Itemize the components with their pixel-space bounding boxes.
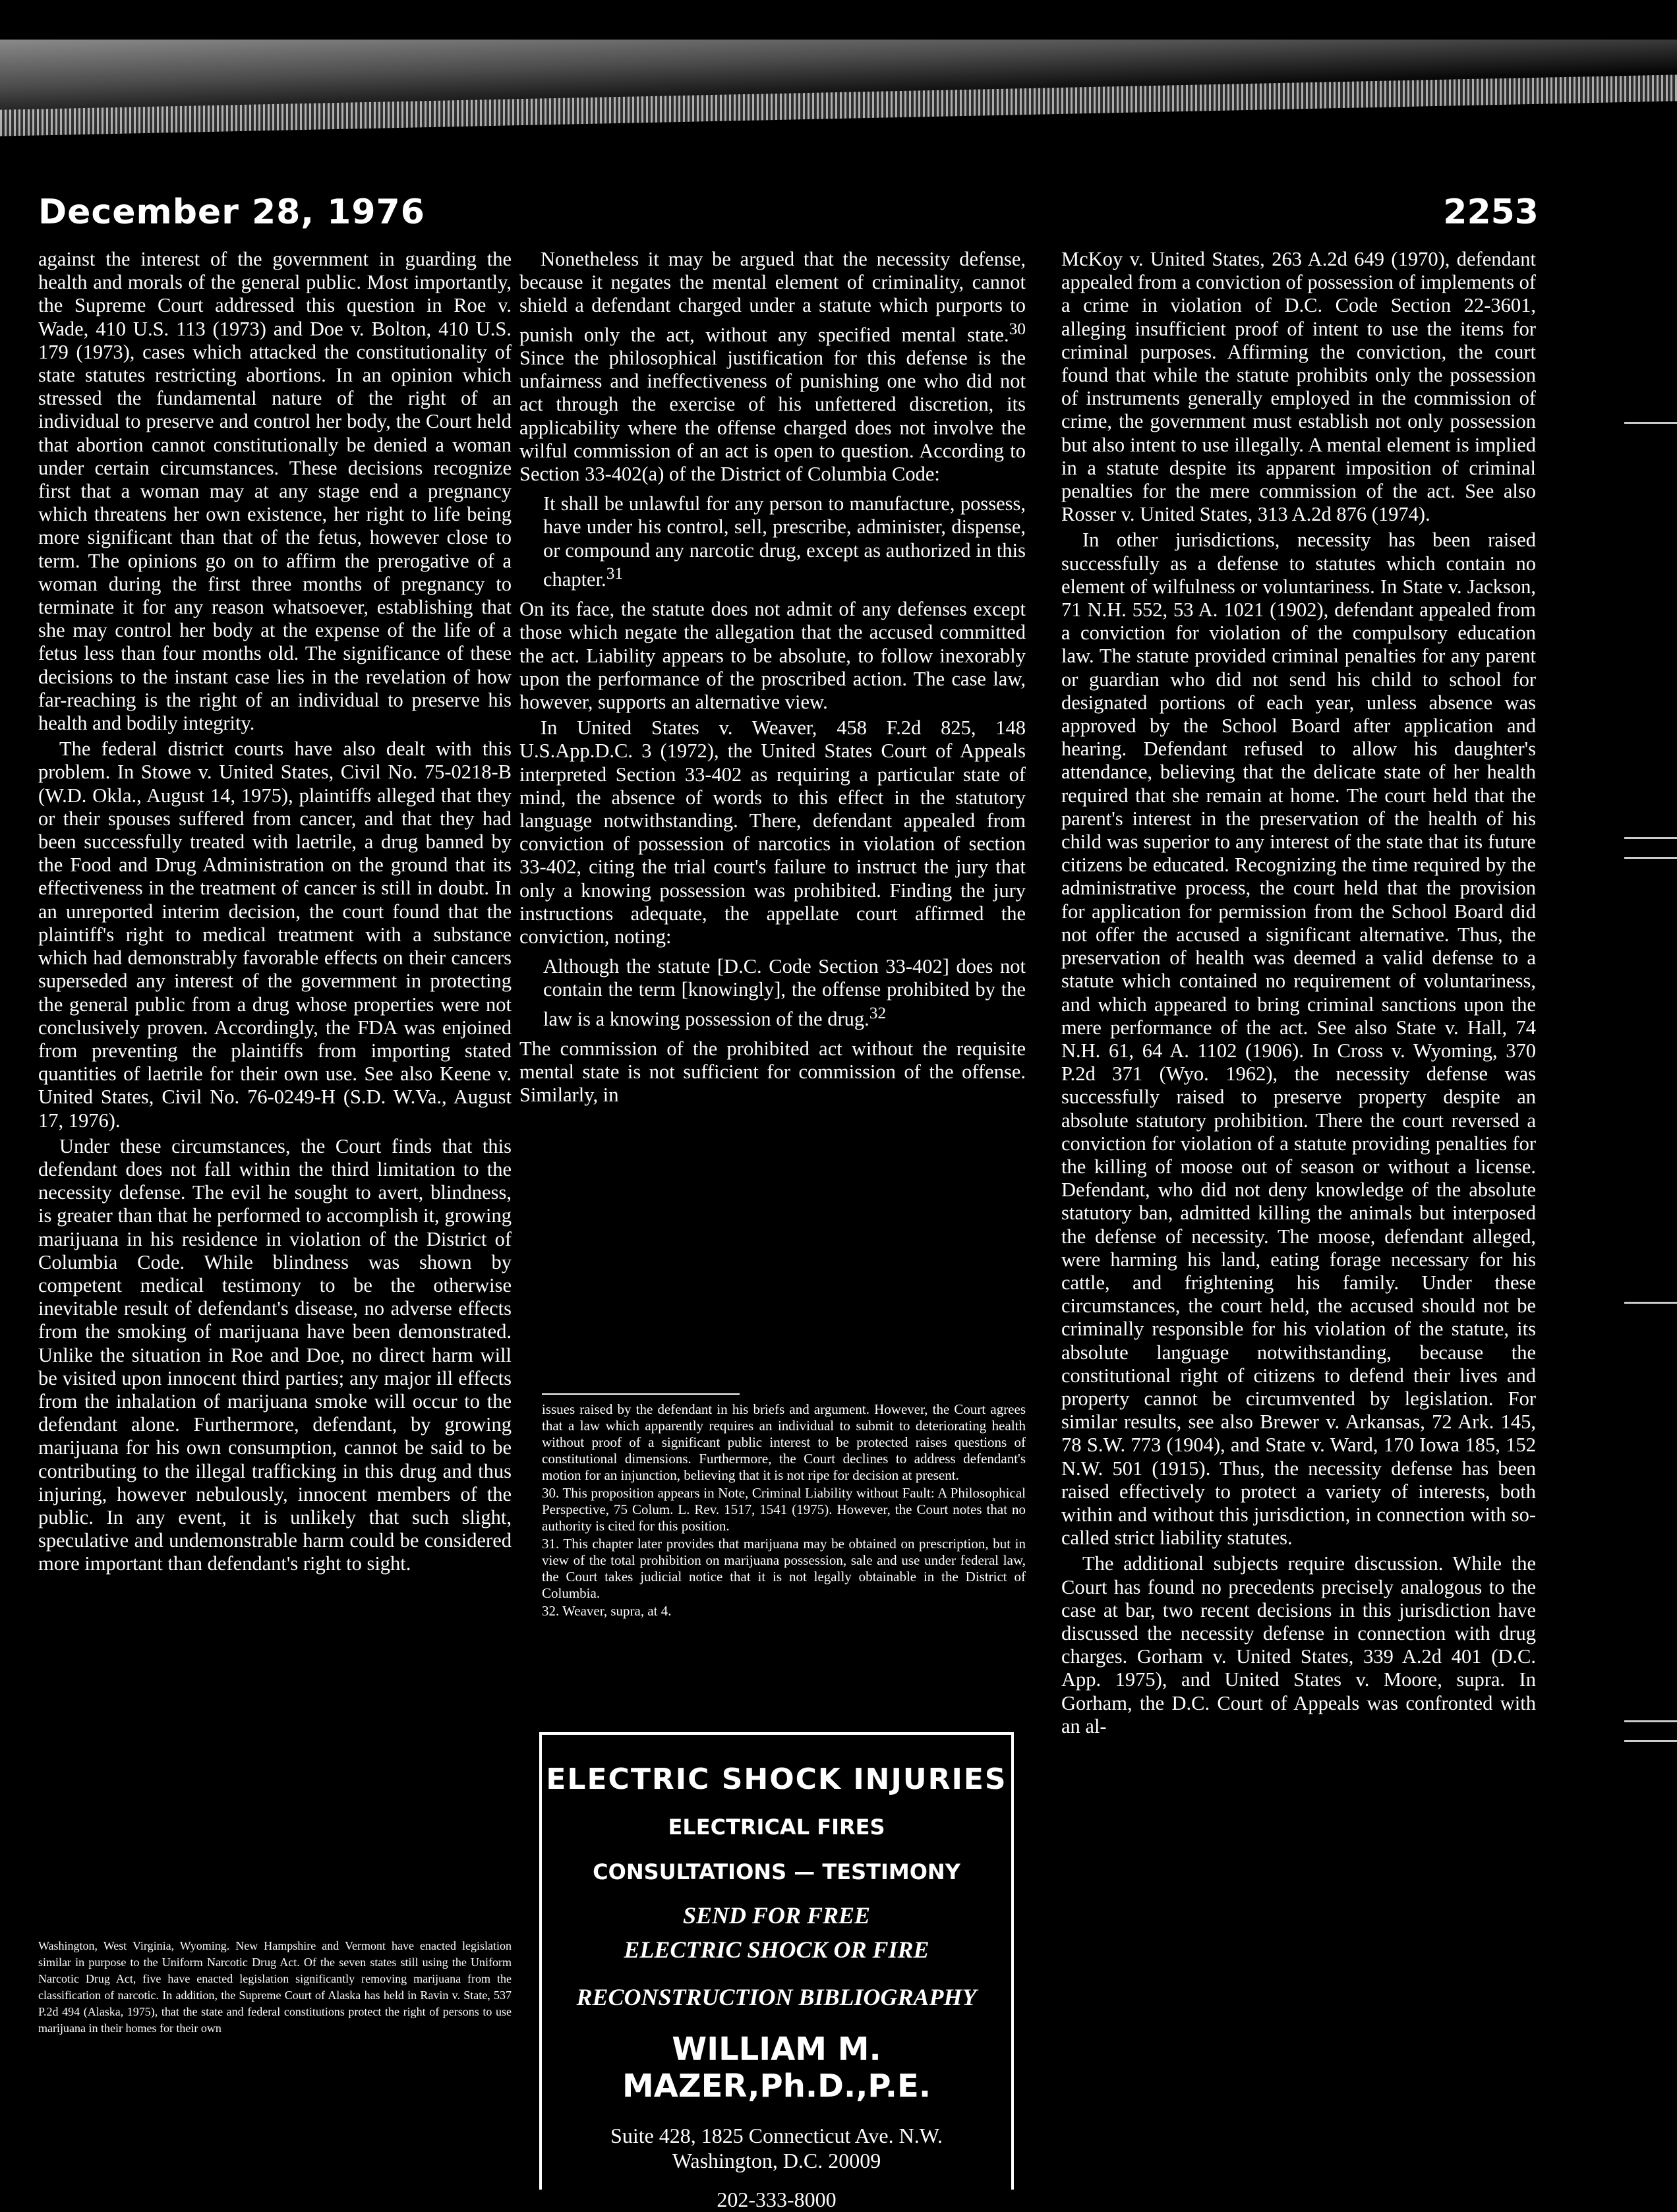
weaver-quote-text: Although the statute [D.C. Code Section 33-402] does not contain the term [knowingly], the offense prohibited by the law is a knowing possession of the drug. (543, 955, 1026, 1030)
col2-paragraph-4: The commission of the prohibited act without the requisite mental state is not sufficient for commission of the offense. Similarly, in (519, 1037, 1026, 1107)
ad-headline: ELECTRIC SHOCK INJURIES (546, 1762, 1007, 1796)
ad-address-2: Washington, D.C. 20009 (672, 2149, 881, 2172)
statute-quote (543, 492, 1026, 591)
statute-quote-text: It shall be unlawful for any person to manufacture, possess, have under his control, sell, prescribe, administer, dispense, or compound any narcotic drug, except as authorized in this chapter. (543, 492, 1026, 591)
col1-paragraph-3: Under these circumstances, the Court finds that this defendant does not fall within the third limitation to the necessity defense. The evil he sought to avert, blindness, is greater than that he performed to accomplish it, growing marijuana in his residence in violation of the District of Columbia Code. While blindness was shown by competent medical testimony to be the otherwise inevitable result of defendant's disease, no adverse effects from the smoking of marijuana have been demonstrated. Unlike the situation in Roe and Doe, no direct harm will be visited upon innocent third parties; any major ill effects from the inhalation of marijuana smoke will occur to the defendant alone. Furthermore, defendant, by growing marijuana for his own consumption, cannot be said to be contributing to the illegal trafficking in this drug and thus injuring, however nebulously, innocent members of the public. In any event, it is unlikely that such slight, speculative and undemonstrable harm could be considered more important than defendant's right to sight. (38, 1134, 512, 1575)
ad-phone: 202-333-8000 (717, 2188, 837, 2211)
footnote-ref-30: 30 (1009, 319, 1026, 338)
weaver-quote (543, 955, 1026, 1031)
col3-paragraph-1: McKoy v. United States, 263 A.2d 649 (1970), defendant appealed from a conviction of possession of implements of a crime in violation of D.C. Code Section 22-3601, alleging insufficient proof of intent to use the items for criminal purposes. Affirming the conviction, the court found that while the statute prohibits only the possession of instruments generally employed in the commission of crime, the government must establish not only possession but also intent to use illegally. A mental element is implied in a statute despite its apparent imposition of criminal penalties for the mere commission of the act. See also Rosser v. United States, 313 A.2d 876 (1974). (1061, 248, 1536, 526)
ad-offer-3: RECONSTRUCTION BIBLIOGRAPHY (576, 1984, 977, 2010)
scan-artifact-band (0, 40, 1677, 138)
header-date: December 28, 1976 (38, 192, 425, 232)
col2-footnotes (542, 1384, 1026, 1720)
scan-edge-mark (1624, 1302, 1677, 1304)
ad-subhead: ELECTRICAL FIRES (668, 1815, 885, 1840)
col2-paragraph-2: On its face, the statute does not admit of any defenses except those which negate the allegation that the accused committed the act. Liability appears to be absolute, to follow inexorably upon the performance of the proscribed action. The case law, however, supports an alternative view. (519, 598, 1026, 713)
col2-paragraph-1-text: Nonetheless it may be argued that the necessity defense, because it negates the mental element of criminality, cannot shield a defendant charged under a statute which purports to punish only the act, without any specified mental state. (519, 248, 1026, 346)
footnote-ref-32: 32 (869, 1003, 887, 1022)
scan-edge-mark (1624, 837, 1677, 839)
footnote-rule (542, 1393, 740, 1395)
scan-edge-mark (1624, 422, 1677, 424)
footnote-continued: issues raised by the defendant in his briefs and argument. However, the Court agrees that a law which apparently requires an individual to submit to deteriorating health without proof of a significant public interest to be protected raises questions of constitutional dimensions. Furthermore, the Court declines to address defendant's motion for an injunction, believing that it is not ripe for decision at present. (542, 1401, 1026, 1483)
header-page-number: 2253 (1443, 192, 1539, 232)
ad-offer-1: SEND FOR FREE (682, 1902, 871, 1929)
ad-address-1: Suite 428, 1825 Connecticut Ave. N.W. (610, 2124, 943, 2147)
col1-footnote (38, 1938, 512, 2155)
col3-paragraph-2: In other jurisdictions, necessity has been raised successfully as a defense to statutes which contain no element of wilfulness or voluntariness. In State v. Jackson, 71 N.H. 552, 53 A. 1021 (1902), defendant appealed from a conviction for violation of the compulsory education law. The statute provided criminal penalties for any parent or guardian who did not send his child to school for designated portions of each year, unless absence was approved by the School Board after application and hearing. Defendant refused to allow his daughter's attendance, believing that the delicate state of her health required that she remain at home. The court held that the parent's interest in the preservation of the health of his child was superior to any interest of the state that its future citizens be educated. Recognizing the time required by the administrative process, the court held that the provision for application for permission from the School Board did not offer the accused a significant alternative. Thus, the preservation of health was deemed a valid defense to a statute which contained no requirement of voluntariness, and which appeared to bring criminal sanctions upon the mere performance of the act. See also State v. Hall, 74 N.H. 61, 64 A. 1102 (1906). In Cross v. Wyoming, 370 P.2d 371 (Wyo. 1962), the necessity defense was successfully raised to preserve property despite an absolute statutory prohibition. There the court reversed a conviction for violation of a statute providing penalties for the killing of moose out of season or without a license. Defendant, who did not deny knowledge of the absolute statutory ban, admitted killing the animals but interposed the defense of necessity. The moose, defendant alleged, were harming his land, eating forage necessary for his cattle, and frightening his family. Under these circumstances, the court held, the accused should not be criminally responsible for his violation of the statute, its absolute language notwithstanding, because the constitutional right of citizens to defend their lives and property cannot be circumvented by legislation. For similar results, see also Brewer v. Arkansas, 72 Ark. 145, 78 S.W. 773 (1904), and State v. Ward, 170 Iowa 185, 152 N.W. 501 (1915). Thus, the necessity defense has been raised effectively to protect a variety of interests, both within and without this jurisdiction, in connection with so-called strict liability statutes. (1061, 529, 1536, 1550)
col2-paragraph-3: In United States v. Weaver, 458 F.2d 825, 148 U.S.App.D.C. 3 (1972), the United States Court of Appeals interpreted Section 33-402 as requiring a particular state of mind, the absence of words to this effect in the statutory language notwithstanding. There, defendant appealed from conviction of possession of narcotics in violation of section 33-402, citing the trial court's failure to instruct the jury that only a knowing possession was prohibited. Finding the jury instructions adequate, the appellate court affirmed the conviction, noting: (519, 716, 1026, 948)
ad-services: CONSULTATIONS — TESTIMONY (593, 1859, 960, 1884)
ad-offer-2: ELECTRIC SHOCK OR FIRE (624, 1936, 929, 1963)
text-column-3 (1061, 248, 1536, 2146)
footnote-30: 30. This proposition appears in Note, Criminal Liability without Fault: A Philosophical Perspective, 75 Colum. L. Rev. 1517, 1541 (1975). However, the Court notes that no authority is cited for this position. (542, 1485, 1026, 1534)
footnote-31: 31. This chapter later provides that marijuana may be obtained on prescription, but in view of the total prohibition on marijuana possession, sale and use under federal law, the Court takes judicial notice that it is not legally obtainable in the District of Columbia. (542, 1536, 1026, 1601)
footnote-ref-31: 31 (606, 564, 624, 583)
scan-edge-mark (1624, 1720, 1677, 1722)
col2-paragraph-1-cont: Since the philosophical justification for this defense is the unfairness and ineffectiveness of punishing one who did not act through the exercise of his unfettered discretion, its applicability where the offense charged does not involve the wilful commission of an act is open to question. According to Section 33-402(a) of the District of Columbia Code: (519, 346, 1026, 485)
col2-paragraph-1 (519, 248, 1026, 486)
scan-edge-mark (1624, 1740, 1677, 1742)
text-column-2 (519, 248, 1026, 1368)
col1-paragraph-2: The federal district courts have also dealt with this problem. In Stowe v. United States, Civil No. 75-0218-B (W.D. Okla., August 14, 1975), plaintiffs alleged that they or their spouses suffered from cancer, and that they had been successfully treated with laetrile, a drug banned by the Food and Drug Administration on the ground that its effectiveness in the treatment of cancer is still in doubt. In an unreported interim decision, the court found that the plaintiff's right to medical treatment with a substance which had demonstrably favorable effects on their cancers superseded any interest of the government in protecting the general public from a drug whose properties were not conclusively proven. Accordingly, the FDA was enjoined from preventing the plaintiffs from importing stated quantities of laetrile for their own use. See also Keene v. United States, Civil No. 76-0249-H (S.D. W.Va., August 17, 1976). (38, 738, 512, 1132)
col1-paragraph-1: against the interest of the government in guarding the health and morals of the general public. Most importantly, the Supreme Court addressed this question in Roe v. Wade, 410 U.S. 113 (1973) and Doe v. Bolton, 410 U.S. 179 (1973), cases which attacked the constitutionality of state statutes restricting abortions. In an opinion which stressed the fundamental nature of the right of an individual to preserve and control her body, the Court held that abortion cannot constitutionally be denied a woman under certain circumstances. These decisions recognize first that a woman may at any stage end a pregnancy which threatens her own existence, her right to life being more significant than that of the fetus, however close to term. The opinions go on to affirm the prerogative of a woman during the first three months of pregnancy to terminate it for any reason whatsoever, establishing that she may control her body at the expense of the life of a fetus less than four months old. The significance of these decisions to the instant case lies in the revelation of how far-reaching is the right of an individual to preserve his health and bodily integrity. (38, 248, 512, 735)
scan-edge-mark (1624, 857, 1677, 859)
page-header (0, 192, 1677, 239)
advertisement-box (539, 1732, 1014, 2211)
ad-name: WILLIAM M. MAZER,Ph.D.,P.E. (622, 2031, 931, 2105)
col1-footnote-text: Washington, West Virginia, Wyoming. New Hampshire and Vermont have enacted legislation similar in purpose to the Uniform Narcotic Drug Act. Of the seven states still using the Uniform Narcotic Drug Act, five have enacted legislation significantly removing marijuana from the classification of narcotic. In addition, the Supreme Court of Alaska has held in Ravin v. State, 537 P.2d 494 (Alaska, 1975), that the state and federal constitutions protect the right of persons to use marijuana in their homes for their own (38, 1939, 512, 2035)
footnote-32: 32. Weaver, supra, at 4. (542, 1603, 672, 1619)
col3-paragraph-3: The additional subjects require discussion. While the Court has found no precedents precisely analogous to the case at bar, two recent decisions in this jurisdiction have discussed the necessity defense in connection with drug charges. Gorham v. United States, 339 A.2d 401 (D.C. App. 1975), and United States v. Moore, supra. In Gorham, the D.C. Court of Appeals was confronted with an al- (1061, 1552, 1536, 1737)
text-column-1 (38, 248, 512, 1927)
